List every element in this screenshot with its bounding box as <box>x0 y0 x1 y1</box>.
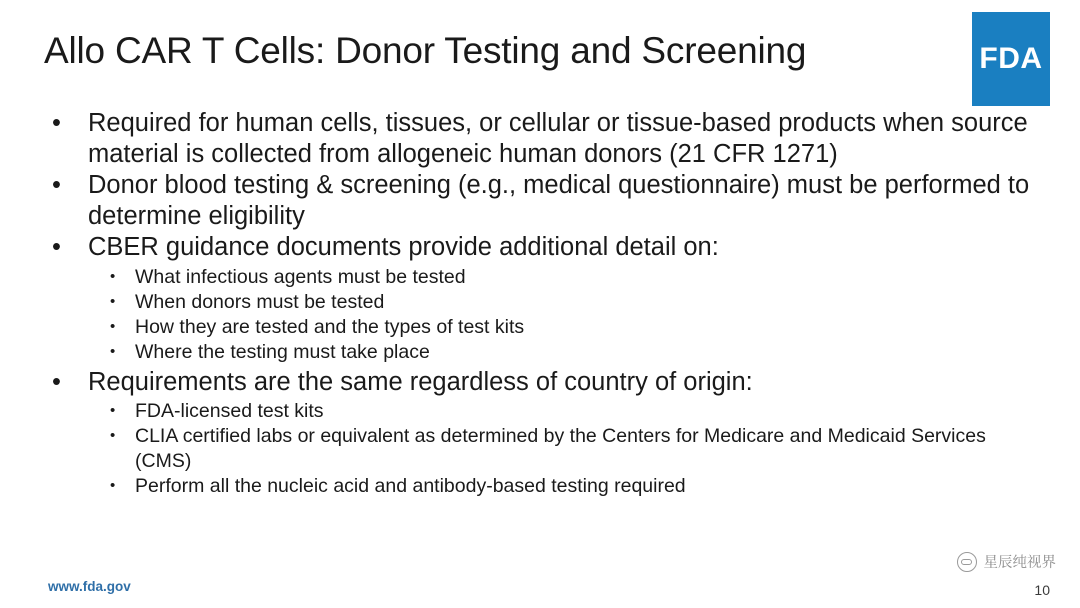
sub-bullet-list <box>88 399 1040 499</box>
bullet-icon: • <box>52 109 61 137</box>
bullet-icon: • <box>52 233 61 262</box>
list-item <box>40 367 1040 499</box>
sub-bullet-icon: • <box>110 342 116 360</box>
sub-bullet-text: When donors must be tested <box>135 290 385 313</box>
sub-bullet-list <box>88 265 1040 365</box>
footer-url-link[interactable]: www.fda.gov <box>48 579 131 594</box>
page-title: Allo CAR T Cells: Donor Testing and Screening <box>44 30 807 71</box>
sub-list-item <box>88 474 1040 499</box>
sub-bullet-icon: • <box>110 317 116 335</box>
sub-bullet-text: FDA-licensed test kits <box>135 400 324 423</box>
fda-logo <box>972 12 1050 106</box>
bullet-list <box>40 108 1040 499</box>
sub-bullet-icon: • <box>110 402 116 420</box>
list-item <box>40 108 1040 169</box>
list-item <box>40 170 1040 231</box>
sub-list-item <box>88 399 1040 424</box>
bullet-text: Required for human cells, tissues, or cellular or tissue-based products when source material is collected from allogeneic human donors (21 CFR 1271) <box>88 109 1028 168</box>
watermark-text: 星辰纯视界 <box>983 555 1056 571</box>
sub-bullet-icon: • <box>110 477 116 495</box>
sub-list-item <box>88 290 1040 315</box>
fda-logo-text: FDA <box>979 42 1043 75</box>
slide-body <box>40 108 1040 501</box>
bullet-text: CBER guidance documents provide additional detail on: <box>88 233 719 262</box>
list-item <box>40 232 1040 364</box>
sub-bullet-icon: • <box>110 427 116 445</box>
sub-list-item <box>88 340 1040 365</box>
sub-bullet-text: What infectious agents must be tested <box>135 265 466 288</box>
sub-bullet-text: How they are tested and the types of test kits <box>135 315 525 338</box>
sub-list-item <box>88 315 1040 340</box>
bullet-text: Donor blood testing & screening (e.g., medical questionnaire) must be performed to determine eligibility <box>88 171 1030 230</box>
bullet-text: Requirements are the same regardless of country of origin: <box>88 367 753 396</box>
sub-bullet-text: CLIA certified labs or equivalent as determined by the Centers for Medicare and Medicaid Services (CMS) <box>135 425 986 473</box>
sub-bullet-icon: • <box>110 267 116 285</box>
sub-bullet-text: Where the testing must take place <box>135 340 430 363</box>
wechat-icon <box>957 552 977 572</box>
sub-list-item <box>88 424 1040 474</box>
sub-bullet-text: Perform all the nucleic acid and antibody-based testing required <box>135 475 686 498</box>
bullet-icon: • <box>52 367 61 396</box>
bullet-icon: • <box>52 171 61 200</box>
watermark <box>957 551 1057 572</box>
sub-bullet-icon: • <box>110 292 116 310</box>
page-number: 10 <box>1034 582 1050 598</box>
sub-list-item <box>88 265 1040 290</box>
